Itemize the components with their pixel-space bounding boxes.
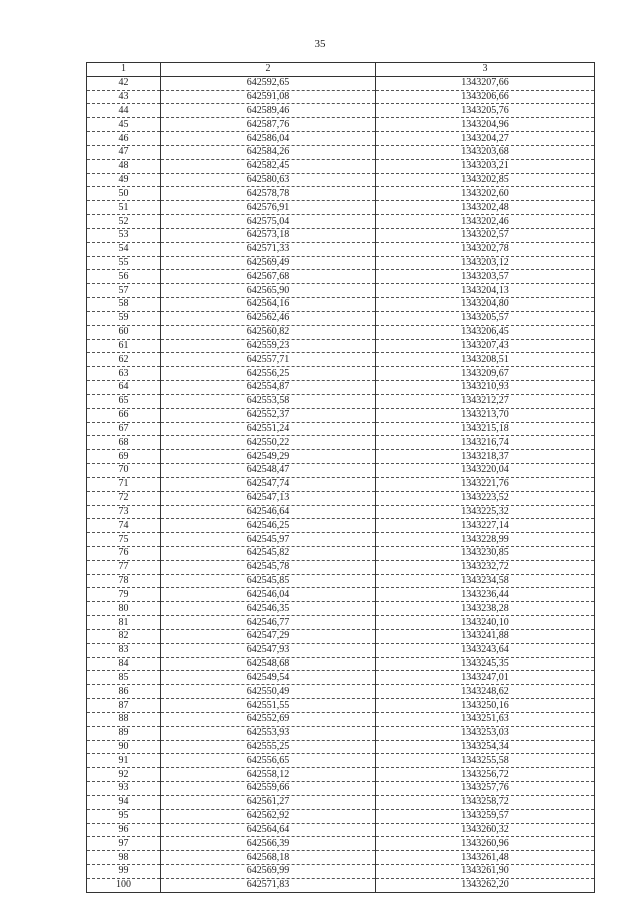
table-row xyxy=(87,270,595,284)
point-number-cell: 81 xyxy=(87,616,161,630)
x-coordinate-cell: 642568,18 xyxy=(161,851,376,865)
y-coordinate-cell: 1343203,57 xyxy=(376,270,595,284)
x-coordinate-cell: 642565,90 xyxy=(161,284,376,298)
point-number-cell: 64 xyxy=(87,381,161,395)
x-coordinate-cell: 642562,92 xyxy=(161,809,376,823)
point-number-cell: 65 xyxy=(87,394,161,408)
point-number-cell: 57 xyxy=(87,284,161,298)
x-coordinate-cell: 642587,76 xyxy=(161,118,376,132)
y-coordinate-cell: 1343204,13 xyxy=(376,284,595,298)
x-coordinate-cell: 642564,64 xyxy=(161,823,376,837)
y-coordinate-cell: 1343202,85 xyxy=(376,173,595,187)
y-coordinate-cell: 1343251,63 xyxy=(376,712,595,726)
table-row xyxy=(87,588,595,602)
point-number-cell: 90 xyxy=(87,740,161,754)
x-coordinate-cell: 642575,04 xyxy=(161,215,376,229)
table-row xyxy=(87,173,595,187)
point-number-cell: 97 xyxy=(87,837,161,851)
y-coordinate-cell: 1343234,58 xyxy=(376,574,595,588)
x-coordinate-cell: 642546,04 xyxy=(161,588,376,602)
column-header-2: 2 xyxy=(161,63,376,77)
x-coordinate-cell: 642559,23 xyxy=(161,339,376,353)
table-row xyxy=(87,394,595,408)
y-coordinate-cell: 1343206,66 xyxy=(376,90,595,104)
y-coordinate-cell: 1343204,96 xyxy=(376,118,595,132)
table-row xyxy=(87,311,595,325)
y-coordinate-cell: 1343205,76 xyxy=(376,104,595,118)
table-row xyxy=(87,201,595,215)
table-row xyxy=(87,602,595,616)
table-row xyxy=(87,284,595,298)
x-coordinate-cell: 642553,93 xyxy=(161,726,376,740)
point-number-cell: 43 xyxy=(87,90,161,104)
table-row xyxy=(87,256,595,270)
y-coordinate-cell: 1343215,18 xyxy=(376,422,595,436)
x-coordinate-cell: 642553,58 xyxy=(161,394,376,408)
table-row xyxy=(87,809,595,823)
table-row xyxy=(87,851,595,865)
table-header-row xyxy=(87,63,595,77)
table-row xyxy=(87,422,595,436)
x-coordinate-cell: 642545,78 xyxy=(161,560,376,574)
table-row xyxy=(87,298,595,312)
y-coordinate-cell: 1343240,10 xyxy=(376,616,595,630)
point-number-cell: 75 xyxy=(87,533,161,547)
y-coordinate-cell: 1343253,03 xyxy=(376,726,595,740)
x-coordinate-cell: 642571,33 xyxy=(161,242,376,256)
x-coordinate-cell: 642569,49 xyxy=(161,256,376,270)
x-coordinate-cell: 642545,97 xyxy=(161,533,376,547)
point-number-cell: 92 xyxy=(87,768,161,782)
x-coordinate-cell: 642555,25 xyxy=(161,740,376,754)
y-coordinate-cell: 1343247,01 xyxy=(376,671,595,685)
x-coordinate-cell: 642552,69 xyxy=(161,712,376,726)
point-number-cell: 59 xyxy=(87,311,161,325)
table-row xyxy=(87,865,595,879)
y-coordinate-cell: 1343243,64 xyxy=(376,643,595,657)
x-coordinate-cell: 642547,13 xyxy=(161,491,376,505)
point-number-cell: 54 xyxy=(87,242,161,256)
x-coordinate-cell: 642550,22 xyxy=(161,436,376,450)
table-row xyxy=(87,76,595,90)
y-coordinate-cell: 1343208,51 xyxy=(376,353,595,367)
table-body xyxy=(87,76,595,892)
point-number-cell: 96 xyxy=(87,823,161,837)
y-coordinate-cell: 1343262,20 xyxy=(376,878,595,892)
point-number-cell: 68 xyxy=(87,436,161,450)
table-row xyxy=(87,450,595,464)
point-number-cell: 61 xyxy=(87,339,161,353)
point-number-cell: 79 xyxy=(87,588,161,602)
y-coordinate-cell: 1343203,12 xyxy=(376,256,595,270)
point-number-cell: 47 xyxy=(87,145,161,159)
x-coordinate-cell: 642546,35 xyxy=(161,602,376,616)
x-coordinate-cell: 642573,18 xyxy=(161,228,376,242)
table-row xyxy=(87,878,595,892)
table-row xyxy=(87,685,595,699)
page-number: 35 xyxy=(314,38,326,50)
y-coordinate-cell: 1343254,34 xyxy=(376,740,595,754)
point-number-cell: 84 xyxy=(87,657,161,671)
column-header-1: 1 xyxy=(87,63,161,77)
coordinates-table xyxy=(86,62,595,893)
x-coordinate-cell: 642552,37 xyxy=(161,408,376,422)
x-coordinate-cell: 642556,65 xyxy=(161,754,376,768)
x-coordinate-cell: 642578,78 xyxy=(161,187,376,201)
x-coordinate-cell: 642564,16 xyxy=(161,298,376,312)
table-row xyxy=(87,215,595,229)
y-coordinate-cell: 1343259,57 xyxy=(376,809,595,823)
point-number-cell: 69 xyxy=(87,450,161,464)
point-number-cell: 58 xyxy=(87,298,161,312)
table-row xyxy=(87,546,595,560)
table-row xyxy=(87,242,595,256)
table-row xyxy=(87,491,595,505)
x-coordinate-cell: 642545,82 xyxy=(161,546,376,560)
x-coordinate-cell: 642546,77 xyxy=(161,616,376,630)
point-number-cell: 52 xyxy=(87,215,161,229)
point-number-cell: 46 xyxy=(87,132,161,146)
y-coordinate-cell: 1343256,72 xyxy=(376,768,595,782)
point-number-cell: 78 xyxy=(87,574,161,588)
x-coordinate-cell: 642556,25 xyxy=(161,367,376,381)
y-coordinate-cell: 1343206,45 xyxy=(376,325,595,339)
y-coordinate-cell: 1343205,57 xyxy=(376,311,595,325)
table-row xyxy=(87,325,595,339)
table-row xyxy=(87,90,595,104)
y-coordinate-cell: 1343212,27 xyxy=(376,394,595,408)
y-coordinate-cell: 1343248,62 xyxy=(376,685,595,699)
point-number-cell: 66 xyxy=(87,408,161,422)
point-number-cell: 49 xyxy=(87,173,161,187)
table-row xyxy=(87,657,595,671)
y-coordinate-cell: 1343225,32 xyxy=(376,505,595,519)
x-coordinate-cell: 642567,68 xyxy=(161,270,376,284)
x-coordinate-cell: 642584,26 xyxy=(161,145,376,159)
y-coordinate-cell: 1343202,57 xyxy=(376,228,595,242)
table-row xyxy=(87,477,595,491)
x-coordinate-cell: 642547,74 xyxy=(161,477,376,491)
point-number-cell: 77 xyxy=(87,560,161,574)
point-number-cell: 51 xyxy=(87,201,161,215)
table-row xyxy=(87,740,595,754)
table-row xyxy=(87,367,595,381)
point-number-cell: 67 xyxy=(87,422,161,436)
point-number-cell: 91 xyxy=(87,754,161,768)
y-coordinate-cell: 1343227,14 xyxy=(376,519,595,533)
point-number-cell: 99 xyxy=(87,865,161,879)
point-number-cell: 88 xyxy=(87,712,161,726)
table-row xyxy=(87,726,595,740)
table-row xyxy=(87,837,595,851)
table-row xyxy=(87,228,595,242)
x-coordinate-cell: 642554,87 xyxy=(161,381,376,395)
x-coordinate-cell: 642592,65 xyxy=(161,76,376,90)
table-row xyxy=(87,381,595,395)
x-coordinate-cell: 642559,66 xyxy=(161,782,376,796)
y-coordinate-cell: 1343255,58 xyxy=(376,754,595,768)
y-coordinate-cell: 1343209,67 xyxy=(376,367,595,381)
y-coordinate-cell: 1343228,99 xyxy=(376,533,595,547)
table-row xyxy=(87,464,595,478)
y-coordinate-cell: 1343257,76 xyxy=(376,782,595,796)
point-number-cell: 85 xyxy=(87,671,161,685)
point-number-cell: 42 xyxy=(87,76,161,90)
x-coordinate-cell: 642548,47 xyxy=(161,464,376,478)
point-number-cell: 93 xyxy=(87,782,161,796)
x-coordinate-cell: 642558,12 xyxy=(161,768,376,782)
y-coordinate-cell: 1343236,44 xyxy=(376,588,595,602)
table-row xyxy=(87,574,595,588)
point-number-cell: 70 xyxy=(87,464,161,478)
table-row xyxy=(87,104,595,118)
y-coordinate-cell: 1343203,68 xyxy=(376,145,595,159)
table-row xyxy=(87,795,595,809)
table-row xyxy=(87,533,595,547)
point-number-cell: 76 xyxy=(87,546,161,560)
x-coordinate-cell: 642551,24 xyxy=(161,422,376,436)
y-coordinate-cell: 1343204,80 xyxy=(376,298,595,312)
x-coordinate-cell: 642586,04 xyxy=(161,132,376,146)
y-coordinate-cell: 1343207,66 xyxy=(376,76,595,90)
x-coordinate-cell: 642545,85 xyxy=(161,574,376,588)
point-number-cell: 63 xyxy=(87,367,161,381)
table-row xyxy=(87,145,595,159)
x-coordinate-cell: 642582,45 xyxy=(161,159,376,173)
y-coordinate-cell: 1343261,90 xyxy=(376,865,595,879)
y-coordinate-cell: 1343218,37 xyxy=(376,450,595,464)
y-coordinate-cell: 1343202,48 xyxy=(376,201,595,215)
x-coordinate-cell: 642580,63 xyxy=(161,173,376,187)
point-number-cell: 50 xyxy=(87,187,161,201)
x-coordinate-cell: 642546,64 xyxy=(161,505,376,519)
y-coordinate-cell: 1343241,88 xyxy=(376,629,595,643)
y-coordinate-cell: 1343223,52 xyxy=(376,491,595,505)
x-coordinate-cell: 642550,49 xyxy=(161,685,376,699)
x-coordinate-cell: 642569,99 xyxy=(161,865,376,879)
table-row xyxy=(87,768,595,782)
point-number-cell: 73 xyxy=(87,505,161,519)
point-number-cell: 89 xyxy=(87,726,161,740)
table-row xyxy=(87,353,595,367)
table-row xyxy=(87,339,595,353)
point-number-cell: 95 xyxy=(87,809,161,823)
table-row xyxy=(87,408,595,422)
x-coordinate-cell: 642561,27 xyxy=(161,795,376,809)
y-coordinate-cell: 1343210,93 xyxy=(376,381,595,395)
point-number-cell: 80 xyxy=(87,602,161,616)
table-row xyxy=(87,560,595,574)
table-row xyxy=(87,629,595,643)
y-coordinate-cell: 1343216,74 xyxy=(376,436,595,450)
table-row xyxy=(87,616,595,630)
x-coordinate-cell: 642591,08 xyxy=(161,90,376,104)
point-number-cell: 74 xyxy=(87,519,161,533)
table-row xyxy=(87,643,595,657)
y-coordinate-cell: 1343260,32 xyxy=(376,823,595,837)
table-row xyxy=(87,436,595,450)
y-coordinate-cell: 1343230,85 xyxy=(376,546,595,560)
point-number-cell: 44 xyxy=(87,104,161,118)
table-row xyxy=(87,132,595,146)
x-coordinate-cell: 642576,91 xyxy=(161,201,376,215)
x-coordinate-cell: 642549,54 xyxy=(161,671,376,685)
x-coordinate-cell: 642566,39 xyxy=(161,837,376,851)
table-row xyxy=(87,118,595,132)
x-coordinate-cell: 642547,93 xyxy=(161,643,376,657)
point-number-cell: 45 xyxy=(87,118,161,132)
point-number-cell: 86 xyxy=(87,685,161,699)
table-row xyxy=(87,712,595,726)
x-coordinate-cell: 642571,83 xyxy=(161,878,376,892)
x-coordinate-cell: 642546,25 xyxy=(161,519,376,533)
y-coordinate-cell: 1343221,76 xyxy=(376,477,595,491)
y-coordinate-cell: 1343238,28 xyxy=(376,602,595,616)
point-number-cell: 83 xyxy=(87,643,161,657)
point-number-cell: 100 xyxy=(87,878,161,892)
y-coordinate-cell: 1343261,48 xyxy=(376,851,595,865)
x-coordinate-cell: 642562,46 xyxy=(161,311,376,325)
x-coordinate-cell: 642547,29 xyxy=(161,629,376,643)
x-coordinate-cell: 642557,71 xyxy=(161,353,376,367)
y-coordinate-cell: 1343204,27 xyxy=(376,132,595,146)
x-coordinate-cell: 642549,29 xyxy=(161,450,376,464)
point-number-cell: 55 xyxy=(87,256,161,270)
point-number-cell: 71 xyxy=(87,477,161,491)
point-number-cell: 56 xyxy=(87,270,161,284)
point-number-cell: 60 xyxy=(87,325,161,339)
x-coordinate-cell: 642560,82 xyxy=(161,325,376,339)
y-coordinate-cell: 1343202,46 xyxy=(376,215,595,229)
point-number-cell: 72 xyxy=(87,491,161,505)
point-number-cell: 48 xyxy=(87,159,161,173)
y-coordinate-cell: 1343202,60 xyxy=(376,187,595,201)
point-number-cell: 98 xyxy=(87,851,161,865)
table-row xyxy=(87,519,595,533)
table-row xyxy=(87,699,595,713)
y-coordinate-cell: 1343220,04 xyxy=(376,464,595,478)
y-coordinate-cell: 1343207,43 xyxy=(376,339,595,353)
y-coordinate-cell: 1343232,72 xyxy=(376,560,595,574)
y-coordinate-cell: 1343203,21 xyxy=(376,159,595,173)
table-row xyxy=(87,159,595,173)
table-row xyxy=(87,823,595,837)
y-coordinate-cell: 1343260,96 xyxy=(376,837,595,851)
column-header-3: 3 xyxy=(376,63,595,77)
point-number-cell: 87 xyxy=(87,699,161,713)
x-coordinate-cell: 642548,68 xyxy=(161,657,376,671)
y-coordinate-cell: 1343213,70 xyxy=(376,408,595,422)
x-coordinate-cell: 642589,46 xyxy=(161,104,376,118)
table-row xyxy=(87,671,595,685)
y-coordinate-cell: 1343250,16 xyxy=(376,699,595,713)
table-row xyxy=(87,187,595,201)
y-coordinate-cell: 1343202,78 xyxy=(376,242,595,256)
table-row xyxy=(87,754,595,768)
y-coordinate-cell: 1343245,35 xyxy=(376,657,595,671)
y-coordinate-cell: 1343258,72 xyxy=(376,795,595,809)
x-coordinate-cell: 642551,55 xyxy=(161,699,376,713)
table-row xyxy=(87,782,595,796)
point-number-cell: 53 xyxy=(87,228,161,242)
point-number-cell: 62 xyxy=(87,353,161,367)
point-number-cell: 94 xyxy=(87,795,161,809)
table-row xyxy=(87,505,595,519)
point-number-cell: 82 xyxy=(87,629,161,643)
